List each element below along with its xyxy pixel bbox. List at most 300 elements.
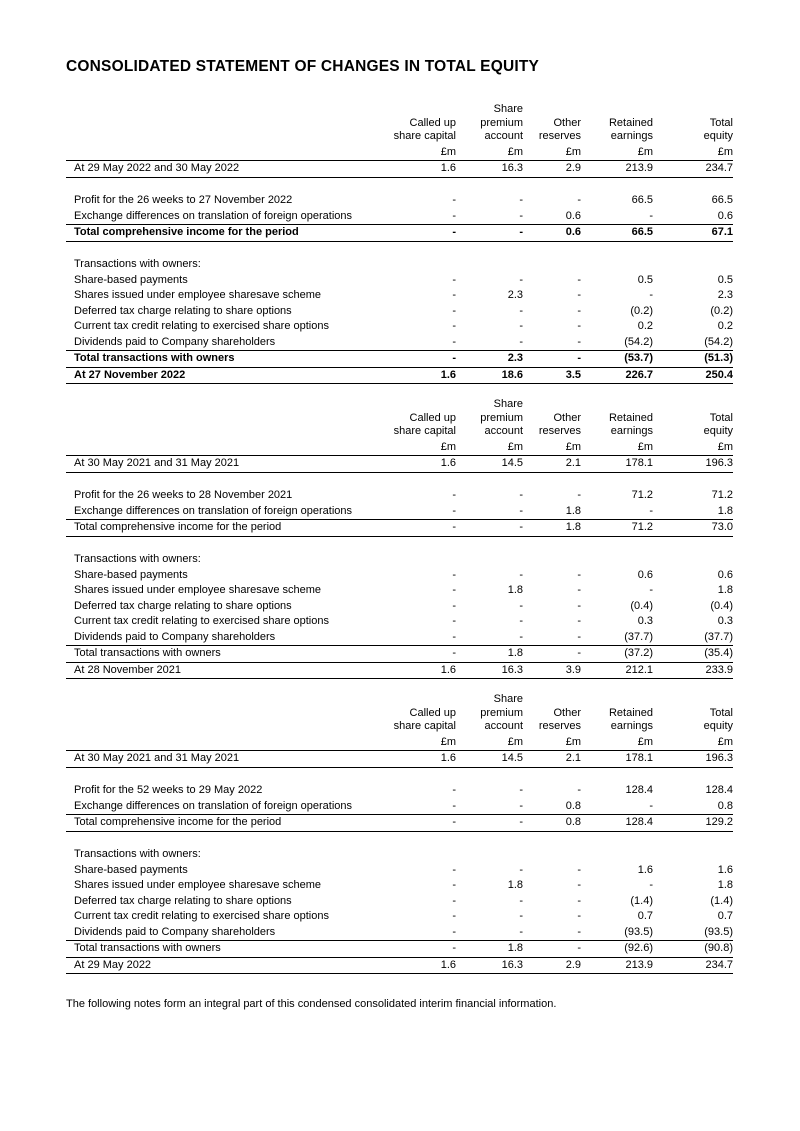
cell-value: 0.6 (523, 225, 581, 242)
table-row (66, 273, 733, 289)
row-label: Current tax credit relating to exercised share options (74, 615, 329, 627)
cell-value: (37.7) (653, 630, 733, 646)
table-row (66, 630, 733, 646)
cell-value: - (519, 910, 523, 922)
cell-value: - (456, 520, 523, 537)
table-row (66, 646, 733, 663)
table-row (66, 161, 733, 178)
cell-value: - (577, 289, 581, 301)
cell-value: 0.8 (523, 799, 581, 815)
cell-value: 1.8 (523, 504, 581, 520)
unit-row (66, 735, 733, 751)
cell-value: - (390, 630, 456, 646)
cell-value: 2.3 (717, 289, 733, 301)
column-title: Other reserves (538, 411, 581, 437)
cell-value: 3.9 (523, 662, 581, 679)
cell-value: (0.2) (710, 304, 733, 317)
row-label: At 30 May 2021 and 31 May 2021 (66, 751, 390, 768)
cell-value: 0.3 (637, 615, 653, 627)
row-label: Current tax credit relating to exercised share options (74, 910, 329, 922)
cell-value: - (452, 894, 456, 907)
cell-value: - (519, 615, 523, 627)
cell-value: - (577, 273, 581, 286)
row-label: At 27 November 2022 (66, 367, 390, 384)
table-row (66, 614, 733, 630)
cell-value: 0.2 (637, 320, 653, 332)
cell-value: - (519, 863, 523, 876)
cell-value: - (519, 784, 523, 796)
row-label: Dividends paid to Company shareholders (66, 630, 390, 646)
unit-label: £m (523, 145, 581, 161)
table-row (66, 319, 733, 335)
cell-value: - (456, 815, 523, 832)
cell-value: 1.6 (390, 957, 456, 974)
cell-value: - (581, 799, 653, 815)
cell-value: - (523, 925, 581, 941)
cell-value: - (523, 351, 581, 368)
row-label: Dividends paid to Company shareholders (66, 925, 390, 941)
cell-value: - (390, 209, 456, 225)
cell-value: - (577, 615, 581, 627)
cell-value: - (452, 863, 456, 876)
row-label: Total transactions with owners (66, 351, 390, 368)
cell-value: 1.8 (717, 584, 733, 596)
unit-row (66, 145, 733, 161)
cell-value: 1.8 (507, 879, 523, 891)
row-label: At 28 November 2021 (66, 662, 390, 679)
cell-value: 129.2 (653, 815, 733, 832)
cell-value: - (452, 879, 456, 891)
cell-value: - (452, 568, 456, 581)
cell-value (581, 552, 653, 568)
cell-value: 2.9 (523, 161, 581, 178)
column-title: Share premium account (480, 398, 523, 437)
row-label: Exchange differences on translation of foreign operations (66, 504, 390, 520)
column-title: Retained earnings (608, 411, 653, 437)
spacer-row (66, 536, 733, 552)
cell-value: - (577, 863, 581, 876)
table-row (66, 209, 733, 225)
table-row (66, 815, 733, 832)
cell-value: - (581, 504, 653, 520)
cell-value: - (519, 599, 523, 612)
cell-value: 0.6 (523, 209, 581, 225)
spacer-row (66, 177, 733, 193)
row-label: Deferred tax charge relating to share options (74, 894, 292, 907)
equity-statement-table-3 (66, 692, 733, 974)
cell-value: 128.4 (625, 784, 653, 796)
table-row (66, 288, 733, 304)
row-label: Total comprehensive income for the period (66, 815, 390, 832)
cell-value: (1.4) (630, 894, 653, 907)
cell-value (653, 552, 733, 568)
unit-label: £m (390, 440, 456, 456)
cell-value (653, 847, 733, 863)
unit-row-label-spacer (66, 145, 390, 161)
cell-value: (0.4) (710, 599, 733, 612)
row-label: At 29 May 2022 (66, 957, 390, 974)
unit-label: £m (456, 145, 523, 161)
cell-value: - (390, 815, 456, 832)
cell-value: 1.8 (456, 941, 523, 958)
unit-row-label-spacer (66, 735, 390, 751)
cell-value: - (581, 209, 653, 225)
cell-value: 2.9 (523, 957, 581, 974)
cell-value: - (452, 615, 456, 627)
cell-value: 71.2 (581, 520, 653, 537)
cell-value: 66.5 (631, 194, 653, 206)
cell-value (523, 552, 581, 568)
table-row (66, 257, 733, 273)
cell-value: 14.5 (456, 751, 523, 768)
cell-value: - (390, 351, 456, 368)
cell-value: - (452, 194, 456, 206)
cell-value: 178.1 (581, 751, 653, 768)
cell-value: - (390, 225, 456, 242)
cell-value: - (456, 630, 523, 646)
cell-value: 1.6 (717, 863, 733, 876)
cell-value: (37.2) (581, 646, 653, 663)
row-label: Shares issued under employee sharesave scheme (74, 584, 322, 596)
cell-value: - (577, 304, 581, 317)
column-title: Share premium account (480, 693, 523, 732)
cell-value: - (577, 584, 581, 596)
cell-value: 250.4 (653, 367, 733, 384)
cell-value: 16.3 (456, 662, 523, 679)
cell-value (390, 257, 456, 273)
cell-value: (0.2) (630, 304, 653, 317)
unit-label: £m (456, 440, 523, 456)
cell-value: 1.8 (717, 879, 733, 891)
cell-value: - (452, 489, 456, 501)
cell-value (653, 257, 733, 273)
unit-label: £m (523, 440, 581, 456)
cell-value: 0.7 (717, 910, 733, 922)
cell-value: (37.7) (581, 630, 653, 646)
cell-value: 234.7 (653, 161, 733, 178)
cell-value: - (452, 304, 456, 317)
cell-value: 66.5 (581, 225, 653, 242)
cell-value: 1.8 (653, 504, 733, 520)
cell-value: - (452, 910, 456, 922)
cell-value: (54.2) (653, 335, 733, 351)
cell-value: - (519, 568, 523, 581)
table-row (66, 878, 733, 894)
cell-value: 14.5 (456, 456, 523, 473)
table-row (66, 304, 733, 320)
cell-value: 1.6 (390, 367, 456, 384)
cell-value: - (456, 925, 523, 941)
row-label: Transactions with owners: (74, 553, 201, 565)
row-label: Total transactions with owners (66, 941, 390, 958)
cell-value: 196.3 (653, 751, 733, 768)
cell-value: - (456, 799, 523, 815)
cell-value (523, 257, 581, 273)
cell-value: (93.5) (581, 925, 653, 941)
table-row (66, 957, 733, 974)
cell-value: - (390, 941, 456, 958)
cell-value: 1.6 (390, 456, 456, 473)
table-row (66, 783, 733, 799)
unit-label: £m (581, 735, 653, 751)
cell-value: - (519, 304, 523, 317)
cell-value: 2.1 (523, 456, 581, 473)
cell-value: - (649, 289, 653, 301)
unit-label: £m (653, 440, 733, 456)
table-row (66, 568, 733, 584)
spacer-row (66, 767, 733, 783)
cell-value: - (390, 799, 456, 815)
table-row (66, 351, 733, 368)
cell-value: 234.7 (653, 957, 733, 974)
cell-value: 71.2 (631, 489, 653, 501)
cell-value: (51.3) (653, 351, 733, 368)
cell-value: (1.4) (710, 894, 733, 907)
row-label: Deferred tax charge relating to share options (74, 599, 292, 612)
cell-value: 0.5 (637, 273, 653, 286)
cell-value: 18.6 (456, 367, 523, 384)
cell-value: - (452, 784, 456, 796)
cell-value: 73.0 (653, 520, 733, 537)
table-row (66, 894, 733, 910)
column-title: Other reserves (538, 706, 581, 732)
table-row (66, 583, 733, 599)
column-title: Retained earnings (608, 706, 653, 732)
row-label: At 29 May 2022 and 30 May 2022 (66, 161, 390, 178)
cell-value: (93.5) (653, 925, 733, 941)
row-label: Total comprehensive income for the period (66, 225, 390, 242)
row-label: Dividends paid to Company shareholders (66, 335, 390, 351)
cell-value: (90.8) (653, 941, 733, 958)
cell-value: - (456, 225, 523, 242)
cell-value: - (456, 209, 523, 225)
cell-value: - (456, 335, 523, 351)
row-label-header (66, 397, 390, 440)
row-label: Shares issued under employee sharesave scheme (74, 879, 322, 891)
cell-value: - (390, 335, 456, 351)
cell-value: - (390, 520, 456, 537)
cell-value: 1.8 (456, 646, 523, 663)
unit-label: £m (581, 145, 653, 161)
cell-value (390, 847, 456, 863)
table-row (66, 847, 733, 863)
cell-value (581, 257, 653, 273)
row-label: Shares issued under employee sharesave scheme (74, 289, 322, 301)
cell-value: 0.2 (717, 320, 733, 332)
spacer-row (66, 831, 733, 847)
row-label: Exchange differences on translation of foreign operations (66, 209, 390, 225)
cell-value: - (452, 289, 456, 301)
cell-value (523, 847, 581, 863)
cell-value: 128.4 (705, 784, 733, 796)
cell-value: 3.5 (523, 367, 581, 384)
cell-value: 16.3 (456, 957, 523, 974)
cell-value: 2.3 (456, 351, 523, 368)
equity-statement-table-2 (66, 397, 733, 679)
column-title: Total equity (703, 411, 733, 437)
table-row (66, 599, 733, 615)
equity-statement-table-1 (66, 102, 733, 384)
row-label: Transactions with owners: (74, 258, 201, 270)
cell-value: 0.8 (523, 815, 581, 832)
cell-value: - (519, 894, 523, 907)
row-label: Deferred tax charge relating to share options (74, 304, 292, 317)
cell-value: (0.4) (630, 599, 653, 612)
column-title: Retained earnings (608, 116, 653, 142)
cell-value: - (577, 894, 581, 907)
cell-value: 178.1 (581, 456, 653, 473)
cell-value: (53.7) (581, 351, 653, 368)
cell-value: 66.5 (711, 194, 733, 206)
table-row (66, 488, 733, 504)
cell-value: - (649, 879, 653, 891)
cell-value: - (452, 273, 456, 286)
cell-value: - (577, 568, 581, 581)
cell-value: (35.4) (653, 646, 733, 663)
row-label: Profit for the 26 weeks to 27 November 2022 (74, 194, 293, 206)
cell-value: - (523, 630, 581, 646)
cell-value: 213.9 (581, 161, 653, 178)
cell-value: 212.1 (581, 662, 653, 679)
table-row (66, 193, 733, 209)
cell-value: 0.6 (637, 568, 653, 581)
cell-value: 2.3 (507, 289, 523, 301)
row-label: Transactions with owners: (74, 848, 201, 860)
cell-value: - (523, 941, 581, 958)
cell-value: 0.7 (637, 910, 653, 922)
unit-label: £m (523, 735, 581, 751)
page-title: CONSOLIDATED STATEMENT OF CHANGES IN TOTAL EQUITY (66, 58, 540, 75)
cell-value: 0.3 (717, 615, 733, 627)
cell-value: 233.9 (653, 662, 733, 679)
table-row (66, 941, 733, 958)
column-header-row (66, 397, 733, 440)
cell-value: 71.2 (711, 489, 733, 501)
cell-value: (92.6) (581, 941, 653, 958)
cell-value: 2.1 (523, 751, 581, 768)
cell-value: 1.8 (523, 520, 581, 537)
cell-value: 1.6 (390, 751, 456, 768)
cell-value: - (577, 489, 581, 501)
cell-value: 226.7 (581, 367, 653, 384)
column-title: Called up share capital (393, 411, 456, 437)
cell-value (456, 847, 523, 863)
row-label: Exchange differences on translation of foreign operations (66, 799, 390, 815)
column-title: Share premium account (480, 103, 523, 142)
cell-value: - (452, 599, 456, 612)
column-title: Called up share capital (393, 706, 456, 732)
row-label: Total comprehensive income for the period (66, 520, 390, 537)
table-row (66, 925, 733, 941)
cell-value: - (577, 194, 581, 206)
table-row (66, 520, 733, 537)
row-label: Profit for the 52 weeks to 29 May 2022 (74, 784, 263, 796)
table-row (66, 225, 733, 242)
cell-value: - (523, 335, 581, 351)
row-label: Current tax credit relating to exercised share options (74, 320, 329, 332)
cell-value: 0.6 (653, 209, 733, 225)
cell-value: - (452, 584, 456, 596)
cell-value (390, 552, 456, 568)
cell-value: 0.6 (717, 568, 733, 581)
row-label: Share-based payments (74, 273, 188, 286)
cell-value: 1.8 (507, 584, 523, 596)
cell-value: - (452, 320, 456, 332)
spacer-row (66, 472, 733, 488)
unit-label: £m (581, 440, 653, 456)
cell-value: - (456, 504, 523, 520)
cell-value: - (649, 584, 653, 596)
row-label: At 30 May 2021 and 31 May 2021 (66, 456, 390, 473)
cell-value: 16.3 (456, 161, 523, 178)
row-label-header (66, 102, 390, 145)
column-title: Total equity (703, 706, 733, 732)
cell-value: 0.8 (653, 799, 733, 815)
table-row (66, 909, 733, 925)
cell-value: 213.9 (581, 957, 653, 974)
row-label: Profit for the 26 weeks to 28 November 2021 (74, 489, 293, 501)
cell-value: 1.6 (390, 161, 456, 178)
table-row (66, 751, 733, 768)
cell-value: - (390, 646, 456, 663)
cell-value: - (577, 599, 581, 612)
spacer-row (66, 241, 733, 257)
cell-value (581, 847, 653, 863)
table-row (66, 456, 733, 473)
unit-row (66, 440, 733, 456)
column-title: Called up share capital (393, 116, 456, 142)
unit-row-label-spacer (66, 440, 390, 456)
cell-value: (54.2) (581, 335, 653, 351)
row-label-header (66, 692, 390, 735)
column-header-row (66, 102, 733, 145)
cell-value: 0.5 (717, 273, 733, 286)
table-row (66, 863, 733, 879)
cell-value (456, 257, 523, 273)
table-row (66, 367, 733, 384)
table-row (66, 504, 733, 520)
table-row (66, 662, 733, 679)
cell-value: - (577, 879, 581, 891)
cell-value: - (577, 910, 581, 922)
cell-value: - (390, 504, 456, 520)
column-title: Other reserves (538, 116, 581, 142)
cell-value: 1.6 (637, 863, 653, 876)
cell-value: 128.4 (581, 815, 653, 832)
cell-value: - (519, 194, 523, 206)
footnote-text: The following notes form an integral part of this condensed consolidated interim financial information. (66, 998, 557, 1010)
column-title: Total equity (703, 116, 733, 142)
unit-label: £m (653, 735, 733, 751)
cell-value: - (390, 925, 456, 941)
equity-tables-section (66, 102, 733, 974)
column-header-row (66, 692, 733, 735)
cell-value: - (519, 489, 523, 501)
unit-label: £m (456, 735, 523, 751)
table-row (66, 335, 733, 351)
cell-value: 196.3 (653, 456, 733, 473)
cell-value: - (519, 320, 523, 332)
cell-value (456, 552, 523, 568)
row-label: Share-based payments (74, 568, 188, 581)
unit-label: £m (390, 145, 456, 161)
table-row (66, 552, 733, 568)
unit-label: £m (390, 735, 456, 751)
row-label: Total transactions with owners (66, 646, 390, 663)
cell-value: - (519, 273, 523, 286)
cell-value: - (577, 784, 581, 796)
cell-value: 67.1 (653, 225, 733, 242)
